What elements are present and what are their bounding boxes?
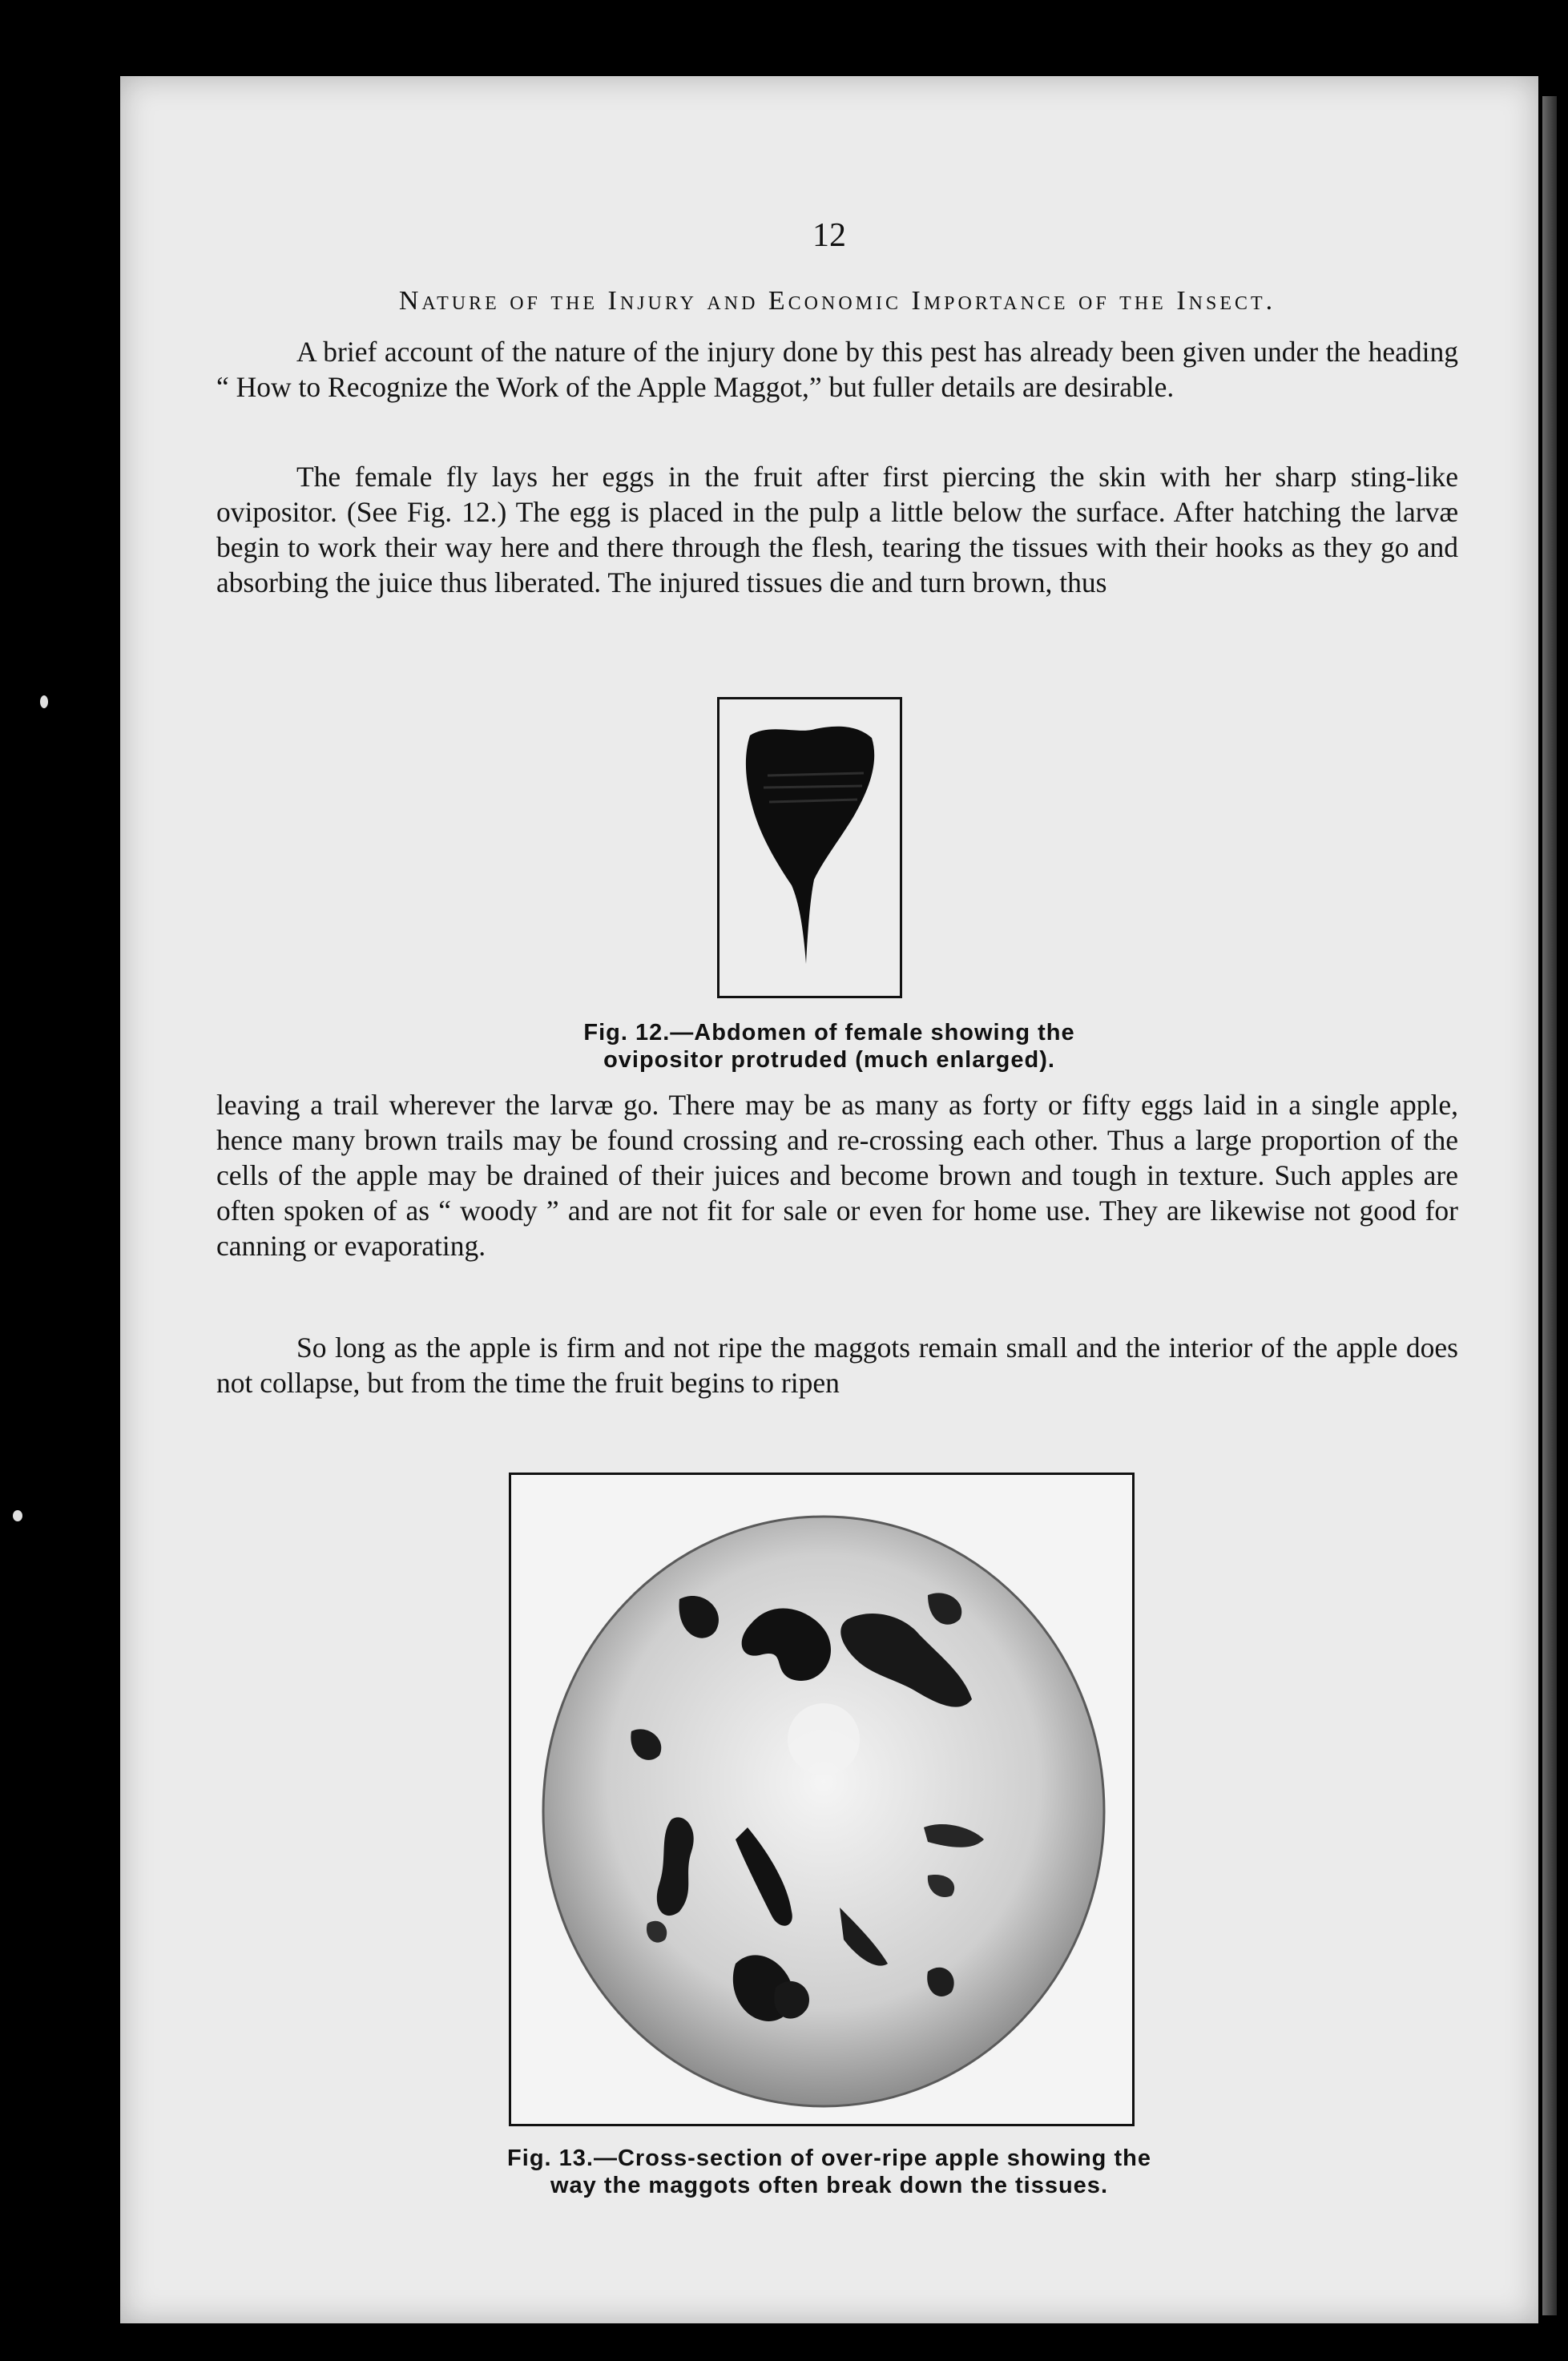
figure-12-caption	[120, 1019, 1538, 1074]
page-edge	[1542, 96, 1557, 2315]
figure-13-caption-line-2: way the maggots often break down the tissues.	[550, 2173, 1108, 2198]
paragraph-3: leaving a trail wherever the larvæ go. There may be as many as forty or fifty eggs laid in a single apple, hence many brown trails may be found crossing and re-crossing each other. Thus a large proportion of the cells of the apple may be drained of their juices and become brown and tough in texture. Such apples are often spoken of as “ woody ” and are not fit for sale or even for home use. They are likewise not good for canning or evaporating.	[216, 1089, 1458, 1262]
section-heading: Nature of the Injury and Economic Importance of the Insect.	[398, 286, 1276, 316]
paragraph-2: The female fly lays her eggs in the fruit after first piercing the skin with her sharp sting-like ovipositor. (See Fig. 12.) The egg is placed in the pulp a little below the surface. After hatching the larvæ begin to work their way here and there through the flesh, tearing the tissues with their hooks as they go and absorbing the juice thus liberated. The injured tissues die and turn brown, thus	[216, 461, 1458, 598]
figure-13-caption	[120, 2145, 1538, 2199]
figure-13-caption-line-1: Fig. 13.—Cross-section of over-ripe apple showing the	[507, 2145, 1151, 2171]
figure-12-ovipositor-image	[717, 697, 902, 998]
paragraph-1: A brief account of the nature of the injury done by this pest has already been given under the heading “ How to Recognize the Work of the Apple Maggot,” but fuller details are desirable.	[216, 336, 1458, 403]
abdomen-illustration	[720, 699, 900, 996]
book-page	[120, 76, 1538, 2323]
figure-12-caption-line-2: ovipositor protruded (much enlarged).	[603, 1047, 1055, 1073]
figure-13-apple-cross-section-image	[509, 1473, 1135, 2126]
scan-speck	[13, 1510, 22, 1521]
figure-12-caption-line-1: Fig. 12.—Abdomen of female showing the	[583, 1020, 1075, 1046]
paragraph-4: So long as the apple is firm and not ripe the maggots remain small and the interior of the apple does not collapse, but from the time the fruit begins to ripen	[216, 1332, 1458, 1399]
scan-speck	[40, 695, 48, 708]
apple-cross-section-photo	[511, 1475, 1132, 2124]
page-number: 12	[812, 217, 846, 254]
